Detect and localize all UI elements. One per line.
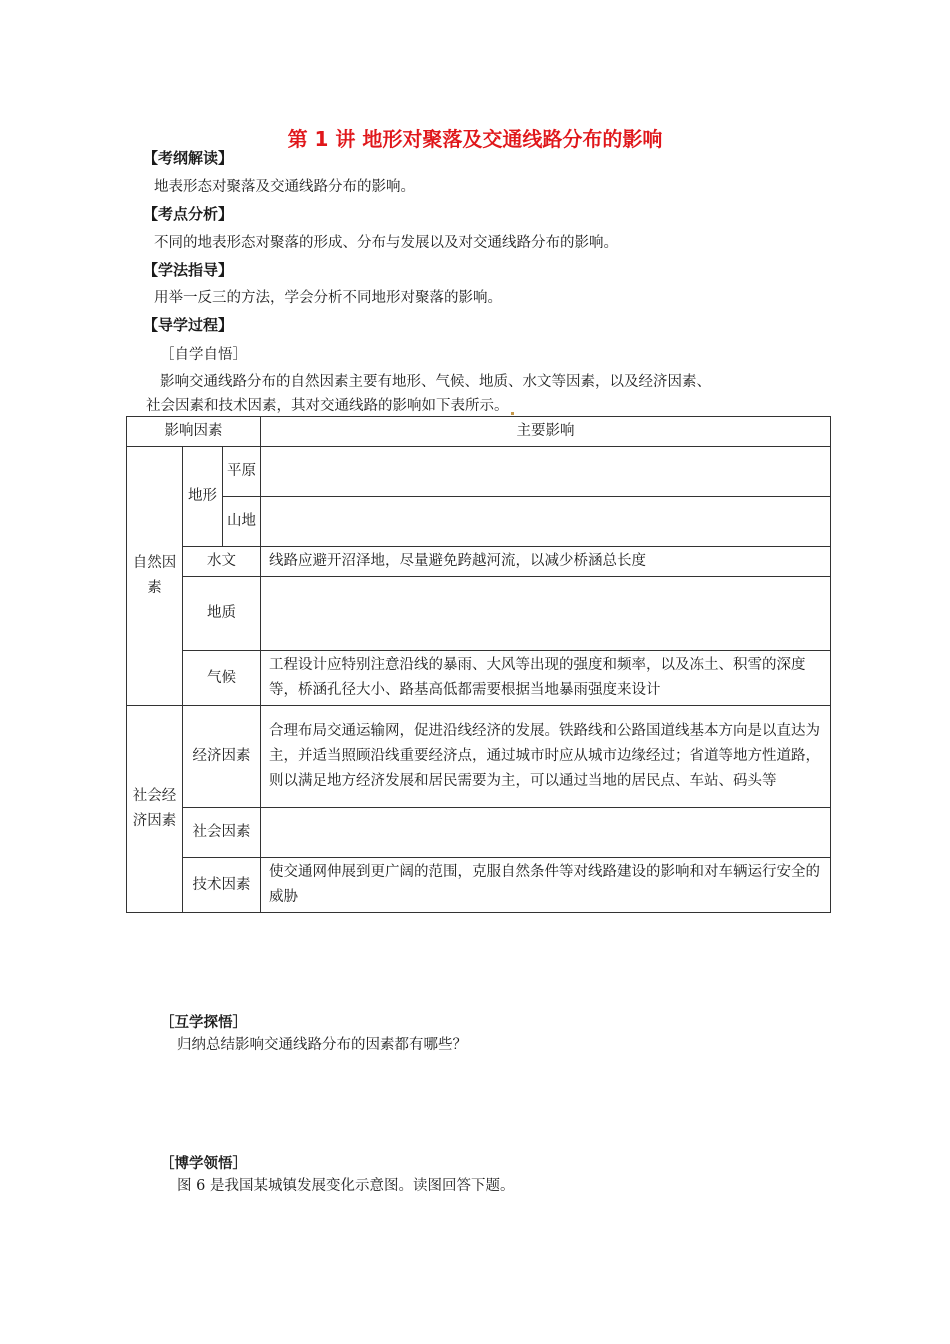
mountain-label: 山地 xyxy=(223,497,261,547)
kaogang-text: 地表形态对聚落及交通线路分布的影响。 xyxy=(154,179,415,195)
page-title: 第 1 讲 地形对聚落及交通线路分布的影响 xyxy=(287,127,663,151)
huxue-heading: ［互学探悟］ xyxy=(160,1015,247,1031)
mountain-effect xyxy=(261,497,831,547)
socio-group-label: 社会经济因素 xyxy=(127,706,183,913)
boxue-heading: ［博学领悟］ xyxy=(160,1156,247,1172)
hydrology-label: 水文 xyxy=(183,547,261,577)
kaodian-text: 不同的地表形态对聚落的形成、分布与发展以及对交通线路分布的影响。 xyxy=(154,235,618,251)
heading-xuefa: 【学法指导】 xyxy=(143,261,234,279)
terrain-label: 地形 xyxy=(183,447,223,547)
factor-table xyxy=(126,416,831,913)
zixue-line-2: 社会因素和技术因素，其对交通线路的影响如下表所示。 xyxy=(146,394,514,415)
climate-effect: 工程设计应特别注意沿线的暴雨、大风等出现的强度和频率，以及冻土、积雪的深度等，桥涵孔径大小、路基高低都需要根据当地暴雨强度来设计 xyxy=(261,651,831,706)
dot-mark xyxy=(511,412,514,415)
social-effect xyxy=(261,808,831,858)
huxue-text: 归纳总结影响交通线路分布的因素都有哪些？ xyxy=(177,1037,467,1053)
heading-daoxue: 【导学过程】 xyxy=(143,316,234,334)
climate-label: 气候 xyxy=(183,651,261,706)
zixue-heading: ［自学自悟］ xyxy=(160,347,247,363)
hydrology-effect: 线路应避开沼泽地，尽量避免跨越河流，以减少桥涵总长度 xyxy=(261,547,831,577)
tech-effect: 使交通网伸展到更广阔的范围，克服自然条件等对线路建设的影响和对车辆运行安全的威胁 xyxy=(261,858,831,913)
header-effect: 主要影响 xyxy=(261,417,831,447)
plain-label: 平原 xyxy=(223,447,261,497)
plain-effect xyxy=(261,447,831,497)
heading-kaodian: 【考点分析】 xyxy=(143,205,234,223)
header-factor: 影响因素 xyxy=(127,417,261,447)
xuefa-text: 用举一反三的方法，学会分析不同地形对聚落的影响。 xyxy=(154,290,502,306)
economy-label: 经济因素 xyxy=(183,706,261,808)
heading-kaogang: 【考纲解读】 xyxy=(143,149,234,167)
economy-effect: 合理布局交通运输网，促进沿线经济的发展。铁路线和公路国道线基本方向是以直达为主，并适当照顾沿线重要经济点，通过城市时应从城市边缘经过；省道等地方性道路，则以满足地方经济发展和居民需要为主，可以通过当地的居民点、车站、码头等 xyxy=(261,706,831,808)
social-label: 社会因素 xyxy=(183,808,261,858)
geology-effect xyxy=(261,577,831,651)
tech-label: 技术因素 xyxy=(183,858,261,913)
zixue-line-1: 影响交通线路分布的自然因素主要有地形、气候、地质、水文等因素，以及经济因素、 xyxy=(160,374,711,390)
geology-label: 地质 xyxy=(183,577,261,651)
boxue-text: 图 6 是我国某城镇发展变化示意图。读图回答下题。 xyxy=(177,1178,515,1194)
natural-group-label: 自然因素 xyxy=(127,447,183,706)
